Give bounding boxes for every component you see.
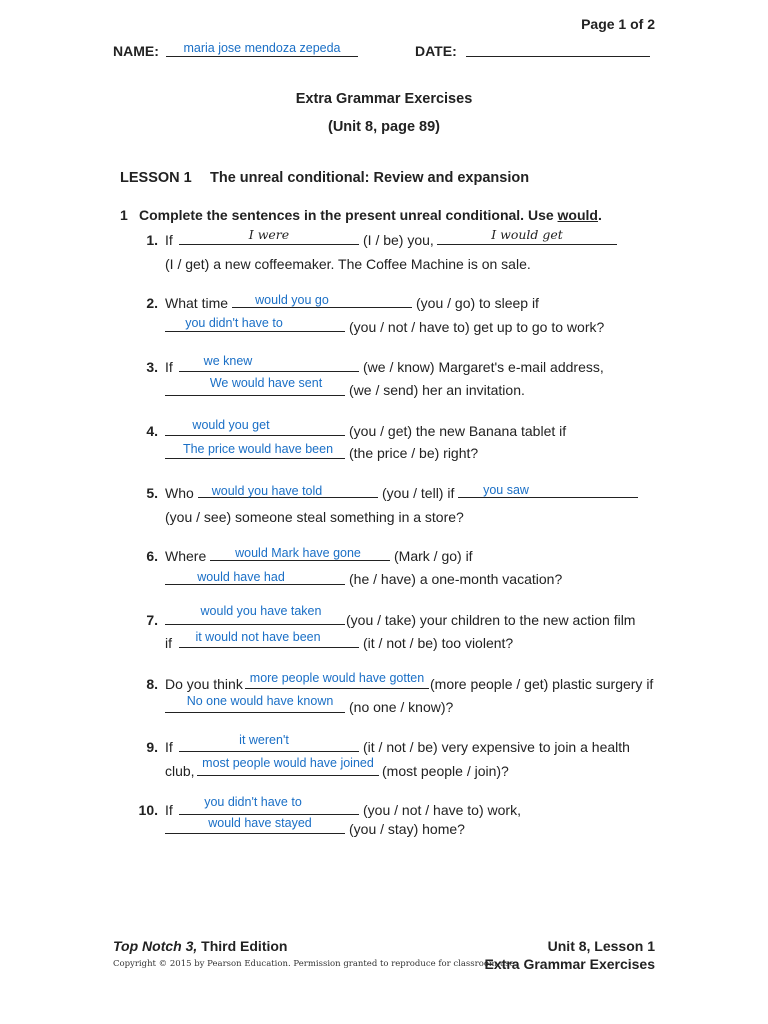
item-text: (it / not / be) very expensive to join a health [363,739,630,755]
item-number: 8. [146,676,158,692]
answer-text[interactable]: we knew [203,354,253,368]
answer-text[interactable]: would have had [197,570,285,584]
answer-handwritten[interactable]: I would get [491,227,563,242]
item-text: (you / get) the new Banana tablet if [349,423,567,439]
lesson-label: LESSON 1 [120,170,192,186]
item-number: 10. [138,802,158,818]
blank-line[interactable] [165,458,345,459]
answer-text[interactable]: would you have told [211,484,323,498]
footer-unit: Unit 8, Lesson 1 [547,938,655,954]
blank-line[interactable] [197,775,379,776]
answer-text[interactable]: it weren't [239,733,289,747]
item-text: (you / tell) if [382,485,455,501]
blank-line[interactable] [165,712,345,713]
item-text: (most people / join)? [382,763,509,779]
blank-line[interactable] [165,331,345,332]
name-line [166,56,358,57]
item-text: (I / be) you, [363,232,434,248]
answer-text[interactable]: more people would have gotten [249,671,425,685]
answer-text[interactable]: it would not have been [195,630,321,644]
item-text: (you / not / have to) work, [363,802,521,818]
item-text: (you / not / have to) get up to go to work? [349,319,605,335]
footer-section: Extra Grammar Exercises [484,956,655,972]
item-text: (he / have) a one-month vacation? [349,571,563,587]
name-value[interactable]: maria jose mendoza zepeda [183,41,341,55]
item-text: (you / see) someone steal something in a store? [165,509,464,525]
item-text: (the price / be) right? [349,445,479,461]
item-text: (no one / know)? [349,699,454,715]
date-line[interactable] [466,56,650,57]
blank-line[interactable] [232,307,412,308]
item-text: If [165,232,173,248]
blank-line[interactable] [165,833,345,834]
copyright-text: Copyright © 2015 by Pearson Education. Permission granted to reproduce for classroom use. [113,959,518,969]
answer-text[interactable]: would Mark have gone [235,546,361,560]
item-text: Who [165,485,194,501]
answer-text[interactable]: most people would have joined [202,756,374,770]
blank-line[interactable] [179,371,359,372]
page-number: Page 1 of 2 [581,16,655,32]
answer-text[interactable]: The price would have been [182,442,334,456]
answer-text[interactable]: We would have sent [209,376,323,390]
page-subtitle: (Unit 8, page 89) [328,119,440,135]
item-number: 3. [146,359,158,375]
item-number: 2. [146,295,158,311]
item-text: If [165,359,173,375]
item-text: club, [165,763,195,779]
answer-text[interactable]: you didn't have to [204,795,302,809]
item-text: (you / stay) home? [349,821,465,837]
item-number: 4. [146,423,158,439]
blank-line[interactable] [165,395,345,396]
item-text: (you / go) to sleep if [416,295,539,311]
blank-line[interactable] [245,688,429,689]
blank-line[interactable] [179,814,359,815]
answer-text[interactable]: you saw [483,483,529,497]
item-text: (I / get) a new coffeemaker. The Coffee Machine is on sale. [165,256,531,272]
answer-text[interactable]: would you go [255,293,329,307]
item-text: (you / take) your children to the new action film [346,612,636,628]
book-title: Top Notch 3, Third Edition [113,938,288,954]
item-text: Do you think [165,676,243,692]
answer-text[interactable]: would you get [192,418,270,432]
item-text: Where [165,548,207,564]
page-title: Extra Grammar Exercises [295,91,473,107]
item-text: (Mark / go) if [394,548,473,564]
blank-line[interactable] [179,751,359,752]
item-text: If [165,739,173,755]
item-text: (we / know) Margaret's e-mail address, [363,359,604,375]
item-number: 5. [146,485,158,501]
item-text: What time [165,295,229,311]
item-number: 7. [146,612,158,628]
item-text: if [165,635,172,651]
answer-text[interactable]: you didn't have to [185,316,283,330]
blank-line[interactable] [179,244,359,245]
item-number: 9. [146,739,158,755]
exercise-instruction: Complete the sentences in the present unreal conditional. Use would. [139,207,602,223]
blank-line[interactable] [165,624,345,625]
answer-text[interactable]: would you have taken [200,604,322,618]
date-label: DATE: [415,43,457,59]
blank-line[interactable] [165,435,345,436]
exercise-keyword: would [557,207,598,223]
item-number: 6. [146,548,158,564]
answer-handwritten[interactable]: I were [248,227,290,242]
item-number: 1. [146,232,158,248]
answer-text[interactable]: would have stayed [208,816,312,830]
blank-line[interactable] [437,244,617,245]
answer-text[interactable]: No one would have known [186,694,334,708]
item-text: (more people / get) plastic surgery if [430,676,654,692]
blank-line[interactable] [179,647,359,648]
blank-line[interactable] [458,497,638,498]
name-label: NAME: [113,43,159,59]
blank-line[interactable] [210,560,390,561]
item-text: If [165,802,173,818]
item-text: (we / send) her an invitation. [349,382,525,398]
blank-line[interactable] [165,584,345,585]
exercise-number: 1 [120,207,128,223]
item-text: (it / not / be) too violent? [363,635,514,651]
lesson-title: The unreal conditional: Review and expansion [210,170,530,186]
